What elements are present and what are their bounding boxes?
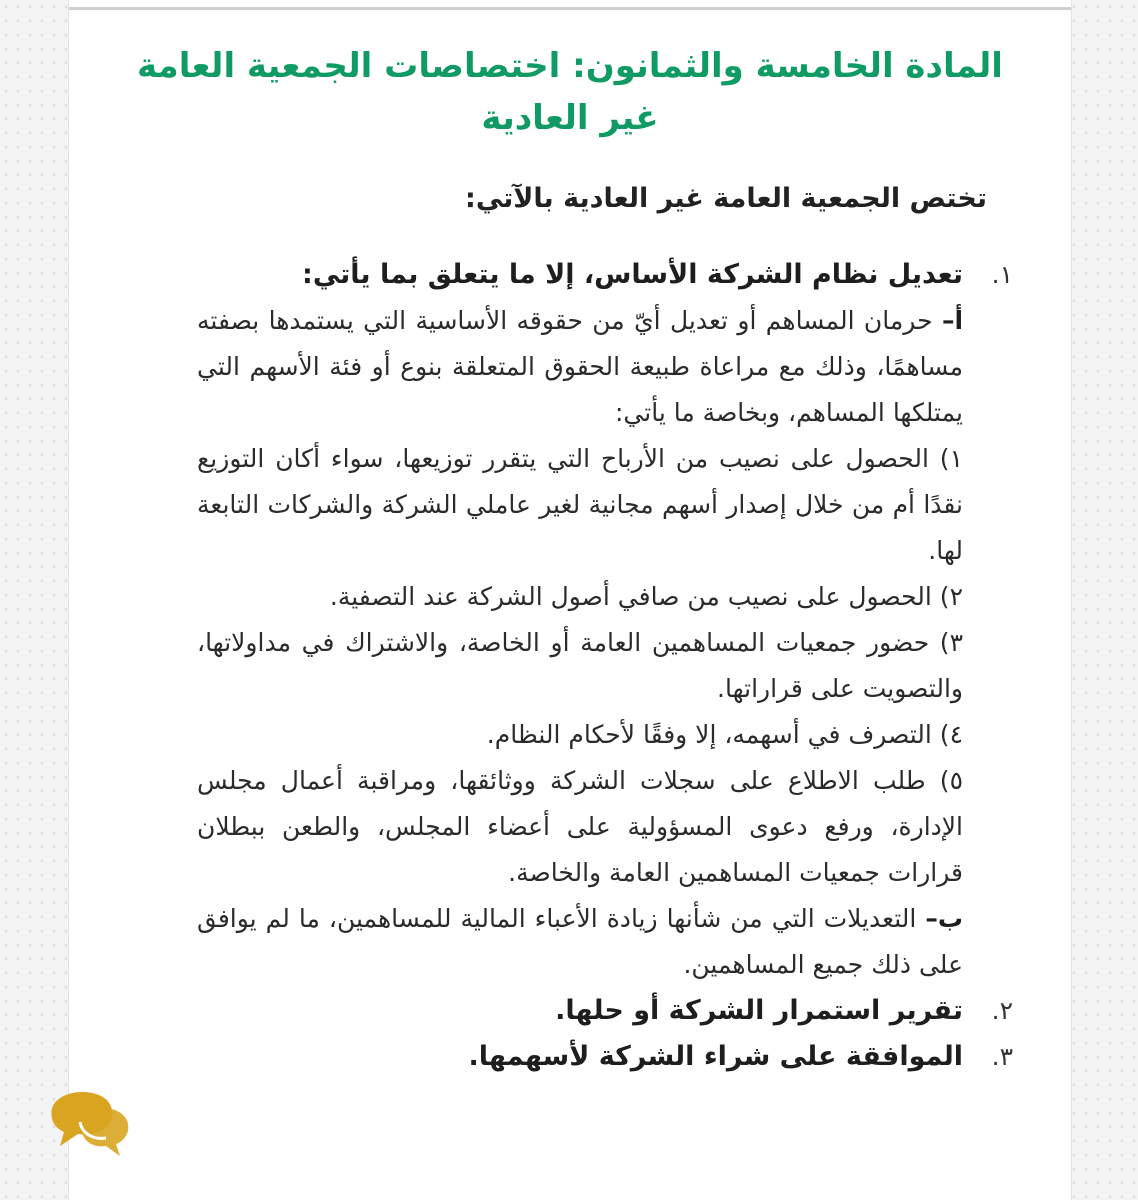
article-title: المادة الخامسة والثمانون: اختصاصات الجمعية العامة غير العادية: [137, 46, 1003, 138]
right-item-3: ٣) حضور جمعيات المساهمين العامة أو الخاصة، والاشتراك في مداولاتها، والتصويت على قراراتها.: [197, 628, 963, 703]
chat-bubbles-icon[interactable]: [44, 1090, 134, 1160]
sub-item-a-text: حرمان المساهم أو تعديل أيّ من حقوقه الأساسية التي يستمدها بصفته مساهمًا، وذلك مع مراعاة طبيعة الحقوق المتعلقة بنوع أو فئة الأسهم التي يمتلكها المساهم، وبخاصة ما يأتي:: [197, 306, 963, 427]
item-body: [197, 988, 963, 1034]
right-item-4: ٤) التصرف في أسهمه، إلا وفقًا لأحكام النظام.: [486, 720, 963, 749]
right-item-5: ٥) طلب الاطلاع على سجلات الشركة ووثائقها، ومراقبة أعمال مجلس الإدارة، ورفع دعوى المسؤولية على أعضاء المجلس، والطعن ببطلان قرارات جمعيات المساهمين العامة والخاصة.: [197, 766, 963, 887]
list-item-1: [133, 252, 1013, 988]
top-divider: [69, 7, 1071, 10]
item-title: الموافقة على شراء الشركة لأسهمها.: [468, 1041, 963, 1072]
item-body: [197, 1034, 963, 1080]
right-item-1: ١) الحصول على نصيب من الأرباح التي يتقرر توزيعها، سواء أكان التوزيع نقدًا أم من خلال إصدار أسهم مجانية لغير عاملي الشركة والشركات التابعة لها.: [197, 444, 963, 565]
list-item-3: [133, 1034, 1013, 1080]
item-number: ١.: [991, 260, 1013, 289]
item-number: ٢.: [991, 996, 1013, 1025]
item-body: [197, 252, 963, 988]
sub-item-a: [197, 298, 963, 436]
article-content: [133, 252, 1013, 1080]
sub-item-b: [197, 896, 963, 988]
item-title: تعديل نظام الشركة الأساس، إلا ما يتعلق بما يأتي:: [302, 259, 963, 290]
item-title: تقرير استمرار الشركة أو حلها.: [555, 995, 963, 1026]
sub-item-a-label: أ–: [941, 306, 964, 335]
document-page: [68, 0, 1072, 1200]
intro-text: تختص الجمعية العامة غير العادية بالآتي:: [465, 183, 987, 214]
list-item-2: [133, 988, 1013, 1034]
sub-item-b-label: ب–: [925, 904, 963, 933]
right-item-2: ٢) الحصول على نصيب من صافي أصول الشركة عند التصفية.: [329, 582, 963, 611]
sub-item-b-text: التعديلات التي من شأنها زيادة الأعباء المالية للمساهمين، ما لم يوافق على ذلك جميع المساهمين.: [197, 904, 963, 979]
item-number: ٣.: [991, 1042, 1013, 1071]
